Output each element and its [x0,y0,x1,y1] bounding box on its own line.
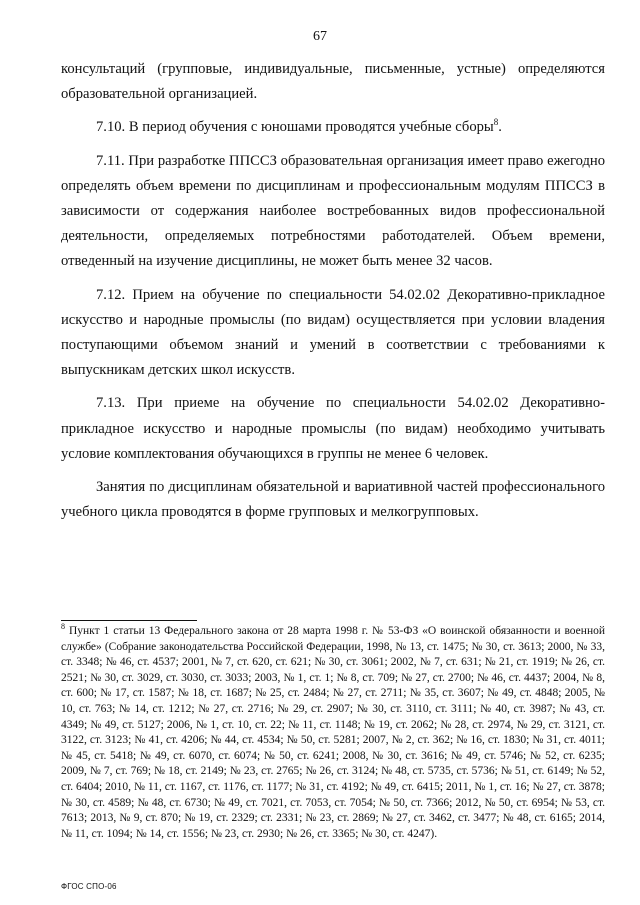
paragraph-7-11: 7.11. При разработке ППССЗ образовательная организация имеет право ежегодно определять объем времени по дисциплинам и профессиональным модулям ППССЗ в зависимости от содержания наиболее востребованных видов профессиональной деятельности, определяемых потребностями работодателей. Объем времени, отведенный на изучение дисциплины, не может быть менее 32 часов. [61,152,605,270]
paragraph-7-10-end: . [498,119,502,136]
paragraph-7-13: 7.13. При приеме на обучение по специальности 54.02.02 Декоративно-прикладное искусство и народные промыслы (по видам) необходимо учитывать условие комплектования обучающихся в группы не менее 6 человек. [61,395,605,462]
paragraph-7-12: 7.12. Прием на обучение по специальности 54.02.02 Декоративно-прикладное искусство и народные промыслы (по видам) осуществляется при условии владения поступающими объемом знаний и умений в соответствии с требованиями к выпускникам детских школ искусств. [61,286,605,379]
paragraph-consultations: консультаций (групповые, индивидуальные, письменные, устные) определяются образовательной организацией. [61,61,605,103]
footer-document-code: ФГОС СПО-06 [61,882,117,891]
footnote-text: Пункт 1 статьи 13 Федерального закона от 28 марта 1998 г. № 53-ФЗ «О воинской обязанности и военной службе» (Собрание законодательства Российской Федерации, 1998, № 13, ст. 1475; № 30, ст. 3613; 2000, № 33, ст. 3348; № 46, ст. 4537; 2001, № 7, ст. 620, ст. 621; № 30, ст. 3061; 2002, № 7, ст. 631; № 21, ст. 1919; № 26, ст. 2521; № 30, ст. 3029, ст. 3030, ст. 3033; 2003, № 1, ст. 1; № 8, ст. 709; № 27, ст. 2700; № 46, ст. 4437; 2004, № 8, ст. 600; № 17, ст. 1587; № 18, ст. 1687; № 25, ст. 2484; № 27, ст. 2711; № 35, ст. 3607; № 49, ст. 4848; 2005, № 10, ст. 763; № 14, ст. 1212; № 27, ст. 2716; № 29, ст. 2907; № 30, ст. 3110, ст. 3111; № 40, ст. 3987; № 43, ст. 4349; № 49, ст. 5127; 2006, № 1, ст. 10, ст. 22; № 11, ст. 1148; № 19, ст. 2062; № 28, ст. 2974, № 29, ст. 3121, ст. 3122, ст. 3123; № 41, ст. 4206; № 44, ст. 4534; № 50, ст. 5281; 2007, № 2, ст. 362; № 16, ст. 1830; № 31, ст. 4011; № 45, ст. 5418; № 49, ст. 6070, ст. 6074; № 50, ст. 6241; 2008, № 30, ст. 3616; № 49, ст. 5746; № 52, ст. 6235; 2009, № 7, ст. 769; № 18, ст. 2149; № 23, ст. 2765; № 26, ст. 3124; № 48, ст. 5735, ст. 5736; № 51, ст. 6149; № 52, ст. 6404; 2010, № 11, ст. 1167, ст. 1176, ст. 1177; № 31, ст. 4192; № 49, ст. 6415; 2011, № 1, ст. 16; № 27, ст. 3878; № 30, ст. 4589; № 48, ст. 6730; № 49, ст. 7021, ст. 7053, ст. 7054; № 50, ст. 7366; 2012, № 50, ст. 6954; № 53, ст. 7613; 2013, № 9, ст. 870; № 19, ст. 2329; ст. 2331; № 23, ст. 2869; № 27, ст. 3462, ст. 3477; № 48, ст. 6165; 2014, № 11, ст. 1094; № 14, ст. 1556; № 23, ст. 2930; № 26, ст. 3365; № 30, ст. 4247). [61,625,605,840]
paragraph-7-10-text: 7.10. В период обучения с юношами проводятся учебные сборы [96,119,494,136]
footnote [61,624,605,842]
main-text [61,57,605,525]
footnote-separator [61,620,197,621]
footnote-reference[interactable]: 8 [493,117,499,128]
footnote-marker: 8 [61,622,65,632]
paragraph-classes: Занятия по дисциплинам обязательной и вариативной частей профессионального учебного цикла проводятся в форме групповых и мелкогрупповых. [61,479,605,521]
page-number: 67 [313,29,327,44]
paragraph-7-10 [61,115,605,140]
